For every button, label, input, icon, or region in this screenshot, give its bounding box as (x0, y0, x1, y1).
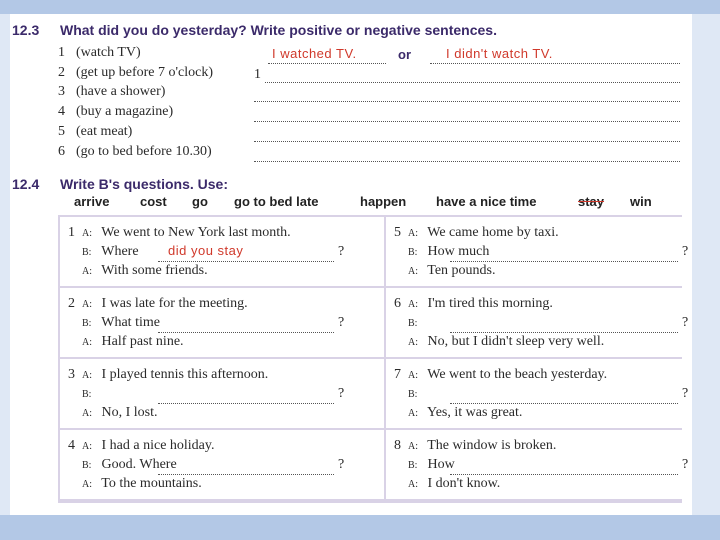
dialogue-number: 7 (394, 367, 401, 382)
handwritten-example-negative: I didn't watch TV. (446, 46, 553, 61)
word-bank-item-used: stay (578, 194, 605, 209)
answer-line[interactable] (254, 160, 680, 162)
dialogue-b-text: What time (101, 315, 160, 330)
answer-line[interactable] (430, 62, 680, 64)
dialogue-number: 4 (68, 438, 75, 453)
item-prompt: (have a shower) (76, 84, 166, 100)
dialogue-a-text: I was late for the meeting. (101, 296, 248, 311)
speaker-a: A: (408, 266, 418, 277)
speaker-b: B: (82, 460, 92, 471)
answer-line[interactable] (254, 120, 680, 122)
workbook-page (10, 14, 692, 515)
dialogue-cell (386, 430, 689, 499)
speaker-b: B: (408, 460, 418, 471)
dialogue-grid (58, 215, 689, 503)
dialogue-line-b (82, 315, 160, 331)
dialogue-cell (60, 217, 384, 286)
item-prompt: (buy a magazine) (76, 104, 174, 120)
question-mark: ? (682, 315, 689, 330)
item-number: 3 (58, 84, 65, 100)
top-frame-bar (0, 0, 720, 14)
answer-line[interactable] (265, 81, 680, 83)
dialogue-b-text: Where (101, 244, 139, 259)
item-prompt: (watch TV) (76, 45, 141, 60)
speaker-a: A: (82, 337, 92, 348)
dialogue-line-b (82, 386, 98, 402)
dialogue-number: 2 (68, 296, 75, 311)
prompt-item (58, 45, 141, 61)
speaker-b: B: (408, 318, 418, 329)
dialogue-line-a2 (82, 263, 208, 279)
or-label: or (398, 47, 411, 62)
dialogue-a-text: I played tennis this afternoon. (101, 367, 269, 382)
dialogue-line-a (68, 296, 248, 312)
exercise-number-12-4: 12.4 (12, 176, 40, 192)
answer-line[interactable] (450, 331, 678, 333)
speaker-a: A: (82, 408, 92, 419)
word-bank-item: arrive (74, 194, 110, 209)
dialogue-a-text: I'm tired this morning. (427, 296, 553, 311)
dialogue-a-text: We went to the beach yesterday. (427, 367, 608, 382)
dialogue-line-a (68, 367, 268, 383)
dialogue-a-text: We came home by taxi. (427, 225, 559, 240)
speaker-a: A: (82, 370, 92, 381)
dialogue-a2-text: I don't know. (427, 476, 501, 491)
dialogue-line-a2 (82, 405, 158, 421)
dialogue-line-a2 (408, 405, 522, 421)
speaker-b: B: (408, 247, 418, 258)
speaker-b: B: (408, 389, 418, 400)
word-bank-item: happen (360, 194, 407, 209)
question-mark: ? (682, 457, 689, 472)
answer-line[interactable] (254, 140, 680, 142)
dialogue-line-a (394, 225, 559, 241)
answer-line[interactable] (450, 473, 678, 475)
dialogue-a2-text: Half past nine. (101, 334, 184, 349)
word-bank-item: have a nice time (436, 194, 537, 209)
speaker-a: A: (408, 479, 418, 490)
word-bank-item: go to bed late (234, 194, 319, 209)
question-mark: ? (338, 386, 345, 401)
speaker-a: A: (408, 299, 418, 310)
answer-line[interactable] (254, 100, 680, 102)
answer-line[interactable] (450, 402, 678, 404)
dialogue-line-b (82, 457, 177, 473)
word-bank-item: win (630, 194, 652, 209)
dialogue-line-a (394, 296, 553, 312)
item-number: 1 (58, 45, 65, 60)
prompt-item (58, 84, 165, 100)
dialogue-number: 8 (394, 438, 401, 453)
dialogue-number: 1 (68, 225, 75, 240)
answer-line[interactable] (268, 62, 386, 64)
speaker-a: A: (82, 266, 92, 277)
answer-line[interactable] (158, 331, 334, 333)
dialogue-a2-text: Ten pounds. (427, 263, 496, 278)
dialogue-line-a (394, 367, 607, 383)
exercise-number-12-3: 12.3 (12, 22, 40, 38)
item-number: 5 (58, 123, 65, 139)
item-number: 2 (58, 64, 65, 80)
word-bank-item: go (192, 194, 208, 209)
exercise-instruction-12-3: What did you do yesterday? Write positive or negative sentences. (60, 22, 497, 38)
dialogue-line-a (394, 438, 556, 454)
handwritten-example-positive: I watched TV. (272, 46, 357, 61)
speaker-a: A: (408, 441, 418, 452)
speaker-b: B: (82, 389, 92, 400)
dialogue-line-b (408, 315, 424, 331)
question-mark: ? (338, 457, 345, 472)
exercise-instruction-12-4: Write B's questions. Use: (60, 176, 228, 192)
dialogue-a2-text: Yes, it was great. (426, 405, 523, 420)
dialogue-b-text: How much (427, 244, 490, 259)
item-prompt: (go to bed before 10.30) (76, 143, 212, 159)
answer-line[interactable] (158, 260, 334, 262)
question-mark: ? (682, 386, 689, 401)
dialogue-a2-text: To the mountains. (101, 476, 202, 491)
word-bank-item: cost (140, 194, 167, 209)
prompt-item (58, 124, 132, 140)
dialogue-line-a (68, 225, 291, 241)
question-mark: ? (682, 244, 689, 259)
dialogue-cell (386, 217, 689, 286)
speaker-a: A: (82, 479, 92, 490)
dialogue-number: 3 (68, 367, 75, 382)
answer-line[interactable] (158, 402, 334, 404)
dialogue-line-b (408, 244, 489, 260)
dialogue-cell (386, 288, 689, 357)
answer-line[interactable] (450, 260, 678, 262)
speaker-b: B: (82, 247, 92, 258)
dialogue-number: 6 (394, 296, 401, 311)
answer-number: 1 (254, 67, 261, 82)
dialogue-line-a (68, 438, 215, 454)
prompt-item (58, 65, 213, 81)
item-number: 6 (58, 143, 65, 159)
dialogue-line-a2 (408, 476, 500, 492)
item-prompt: (eat meat) (76, 123, 133, 139)
speaker-a: A: (82, 299, 92, 310)
dialogue-cell (60, 430, 384, 499)
question-mark: ? (338, 244, 345, 259)
speaker-a: A: (408, 228, 418, 239)
dialogue-a2-text: With some friends. (101, 263, 208, 278)
dialogue-line-a2 (408, 263, 496, 279)
dialogue-line-a2 (82, 476, 202, 492)
speaker-a: A: (408, 408, 418, 419)
dialogue-line-a2 (408, 334, 604, 350)
question-mark: ? (338, 315, 345, 330)
speaker-a: A: (408, 370, 418, 381)
speaker-a: A: (82, 228, 92, 239)
item-prompt: (get up before 7 o'clock) (76, 64, 214, 80)
dialogue-cell (60, 288, 384, 357)
item-number: 4 (58, 104, 65, 120)
prompt-item (58, 144, 212, 160)
speaker-a: A: (408, 337, 418, 348)
handwritten-answer: did you stay (168, 243, 244, 258)
dialogue-a2-text: No, I lost. (101, 405, 158, 420)
answer-line[interactable] (158, 473, 334, 475)
dialogue-a-text: I had a nice holiday. (101, 438, 215, 453)
dialogue-b-text: How (427, 457, 455, 472)
prompt-item (58, 104, 173, 120)
dialogue-cell (386, 359, 689, 428)
dialogue-line-a2 (82, 334, 184, 350)
dialogue-a2-text: No, but I didn't sleep very well. (427, 334, 605, 349)
dialogue-b-text: Good. Where (101, 457, 177, 472)
dialogue-line-b (82, 244, 139, 260)
dialogue-a-text: We went to New York last month. (101, 225, 291, 240)
speaker-a: A: (82, 441, 92, 452)
dialogue-number: 5 (394, 225, 401, 240)
dialogue-a-text: The window is broken. (427, 438, 557, 453)
speaker-b: B: (82, 318, 92, 329)
bottom-frame-bar (0, 515, 720, 540)
dialogue-line-b (408, 457, 455, 473)
dialogue-cell (60, 359, 384, 428)
dialogue-line-b (408, 386, 424, 402)
